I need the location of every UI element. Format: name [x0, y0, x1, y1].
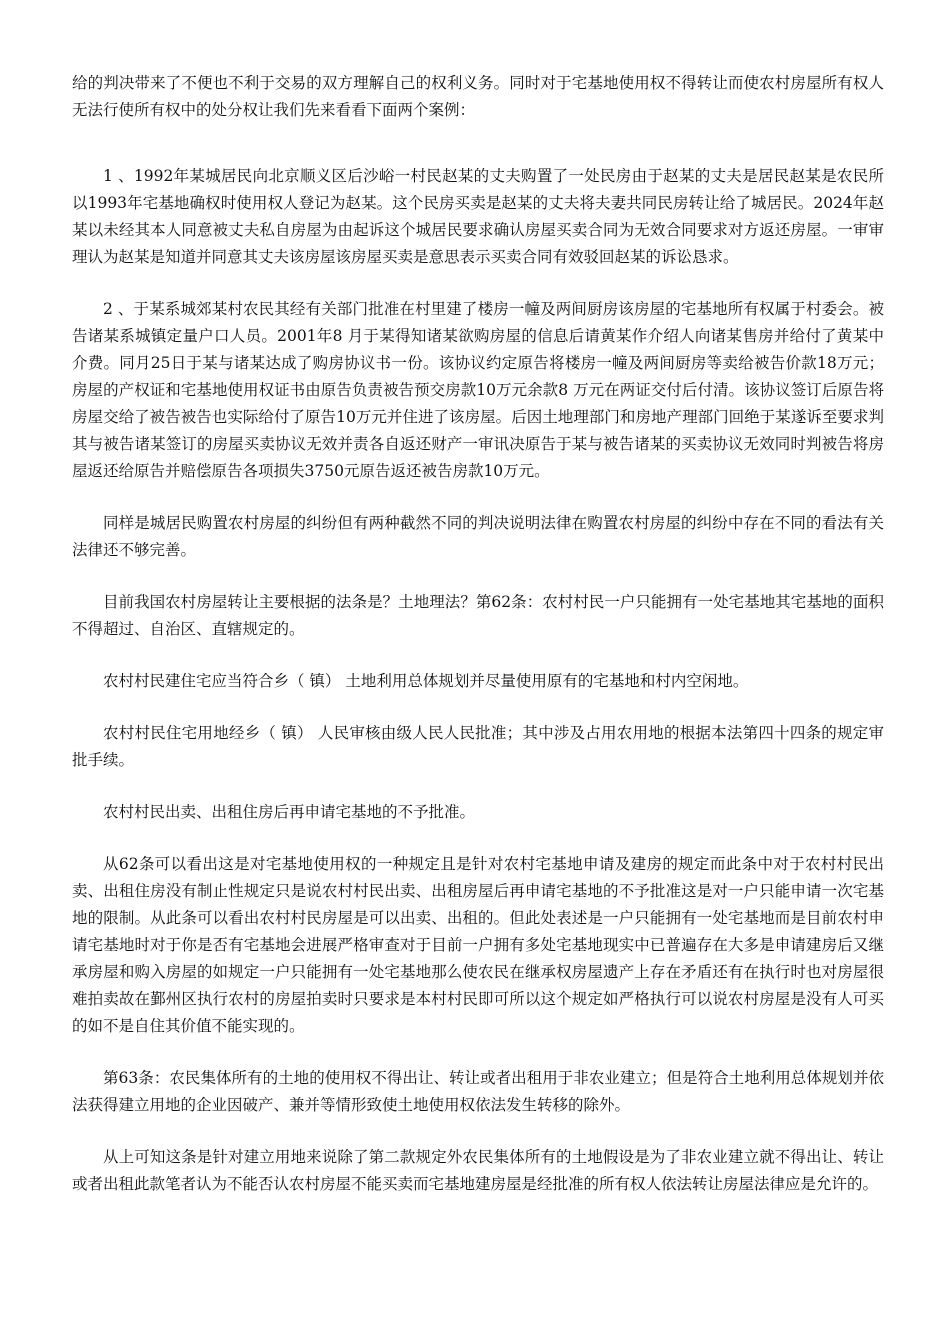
paragraph-analysis-63: 从上可知这条是针对建立用地来说除了第二款规定外农民集体所有的土地假设是为了非农业建立就不得出让、转让或者出租此款笔者认为不能否认农村房屋不能买卖而宅基地建房屋是经批准的所有权人依法转让房屋法律应是允许的。: [72, 1148, 884, 1193]
document-page: [72, 70, 884, 1223]
paragraph-case-1: 1 、1992年某城居民向北京顺义区后沙峪一村民赵某的丈夫购置了一处民房由于赵某的丈夫是居民赵某是农民所以1993年宅基地确权时使用权人登记为赵某。这个民房买卖是赵某的丈夫将夫妻共同民房转让给了城居民。2024年赵某以未经其本人同意被丈夫私自房屋为由起诉这个城居民要求确认房屋买卖合同为无效合同要求对方返还房屋。一审审理认为赵某是知道并同意其丈夫该房屋该房屋买卖是意思表示买卖合同有效驳回赵某的诉讼恳求。: [72, 167, 884, 266]
paragraph-case-2: 2 、于某系城郊某村农民其经有关部门批准在村里建了楼房一幢及两间厨房该房屋的宅基地所有权属于村委会。被告诸某系城镇定量户口人员。2001年8 月于某得知诸某欲购房屋的信息后请黄某作介绍人向诸某售房并给付了黄某中介费。同月25日于某与诸某达成了购房协议书一份。该协议约定原告将楼房一幢及两间厨房等卖给被告价款18万元；房屋的产权证和宅基地使用权证书由原告负责被告预交房款10万元余款8 万元在两证交付后付清。该协议签订后原告将房屋交给了被告被告也实际给付了原告10万元并住进了该房屋。后因土地理部门和房地产理部门回绝于某遂诉至要求判其与被告诸某签订的房屋买卖协议无效并责各自返还财产一审讯决原告于某与被告诸某的买卖协议无效同时判被告将房屋返还给原告并赔偿原告各项损失3750元原告返还被告房款10万元。: [72, 300, 884, 480]
paragraph-intro: 给的判决带来了不便也不利于交易的双方理解自己的权利义务。同时对于宅基地使用权不得转让而使农村房屋所有权人无法行使所有权中的处分权让我们先来看看下面两个案例：: [72, 74, 884, 119]
paragraph-comparison: 同样是城居民购置农村房屋的纠纷但有两种截然不同的判决说明法律在购置农村房屋的纠纷中存在不同的看法有关法律还不够完善。: [72, 514, 884, 559]
paragraph-reapply: 农村村民出卖、出租住房后再申请宅基地的不予批准。: [103, 803, 476, 821]
paragraph-analysis-62: 从62条可以看出这是对宅基地使用权的一种规定且是针对农村宅基地申请及建房的规定而此条中对于农村村民出卖、出租住房没有制止性规定只是说农村村民出卖、出租房屋后再申请宅基地的不予批准这是对一户只能申请一次宅基地的限制。从此条可以看出农村村民房屋是可以出卖、出租的。但此处表述是一户只能拥有一处宅基地而是目前农村申请宅基地时对于你是否有宅基地会进展严格审查对于目前一户拥有多处宅基地现实中已普遍存在大多是申请建房后又继承房屋和购入房屋的如规定一户只能拥有一处宅基地那么使农民在继承权房屋遗产上存在矛盾还有在执行时也对房屋很难拍卖故在鄞州区执行农村的房屋拍卖时只要求是本村村民即可所以这个规定如严格执行可以说农村房屋是没有人可买的如不是自住其价值不能实现的。: [72, 855, 884, 1035]
paragraph-article-63: 第63条：农民集体所有的土地的使用权不得出让、转让或者出租用于非农业建立；但是符合土地利用总体规划并依法获得建立用地的企业因破产、兼并等情形致使土地使用权依法发生转移的除外。: [72, 1069, 884, 1114]
paragraph-approval: 农村村民住宅用地经乡（ 镇） 人民审核由级人民人民批准；其中涉及占用农用地的根据本法第四十四条的规定审批手续。: [72, 724, 884, 769]
paragraph-planning: 农村村民建住宅应当符合乡（ 镇） 土地利用总体规划并尽量使用原有的宅基地和村内空闲地。: [103, 672, 749, 690]
paragraph-article-62: 目前我国农村房屋转让主要根据的法条是？土地理法？第62条：农村村民一户只能拥有一处宅基地其宅基地的面积不得超过、自治区、直辖规定的。: [72, 593, 884, 638]
